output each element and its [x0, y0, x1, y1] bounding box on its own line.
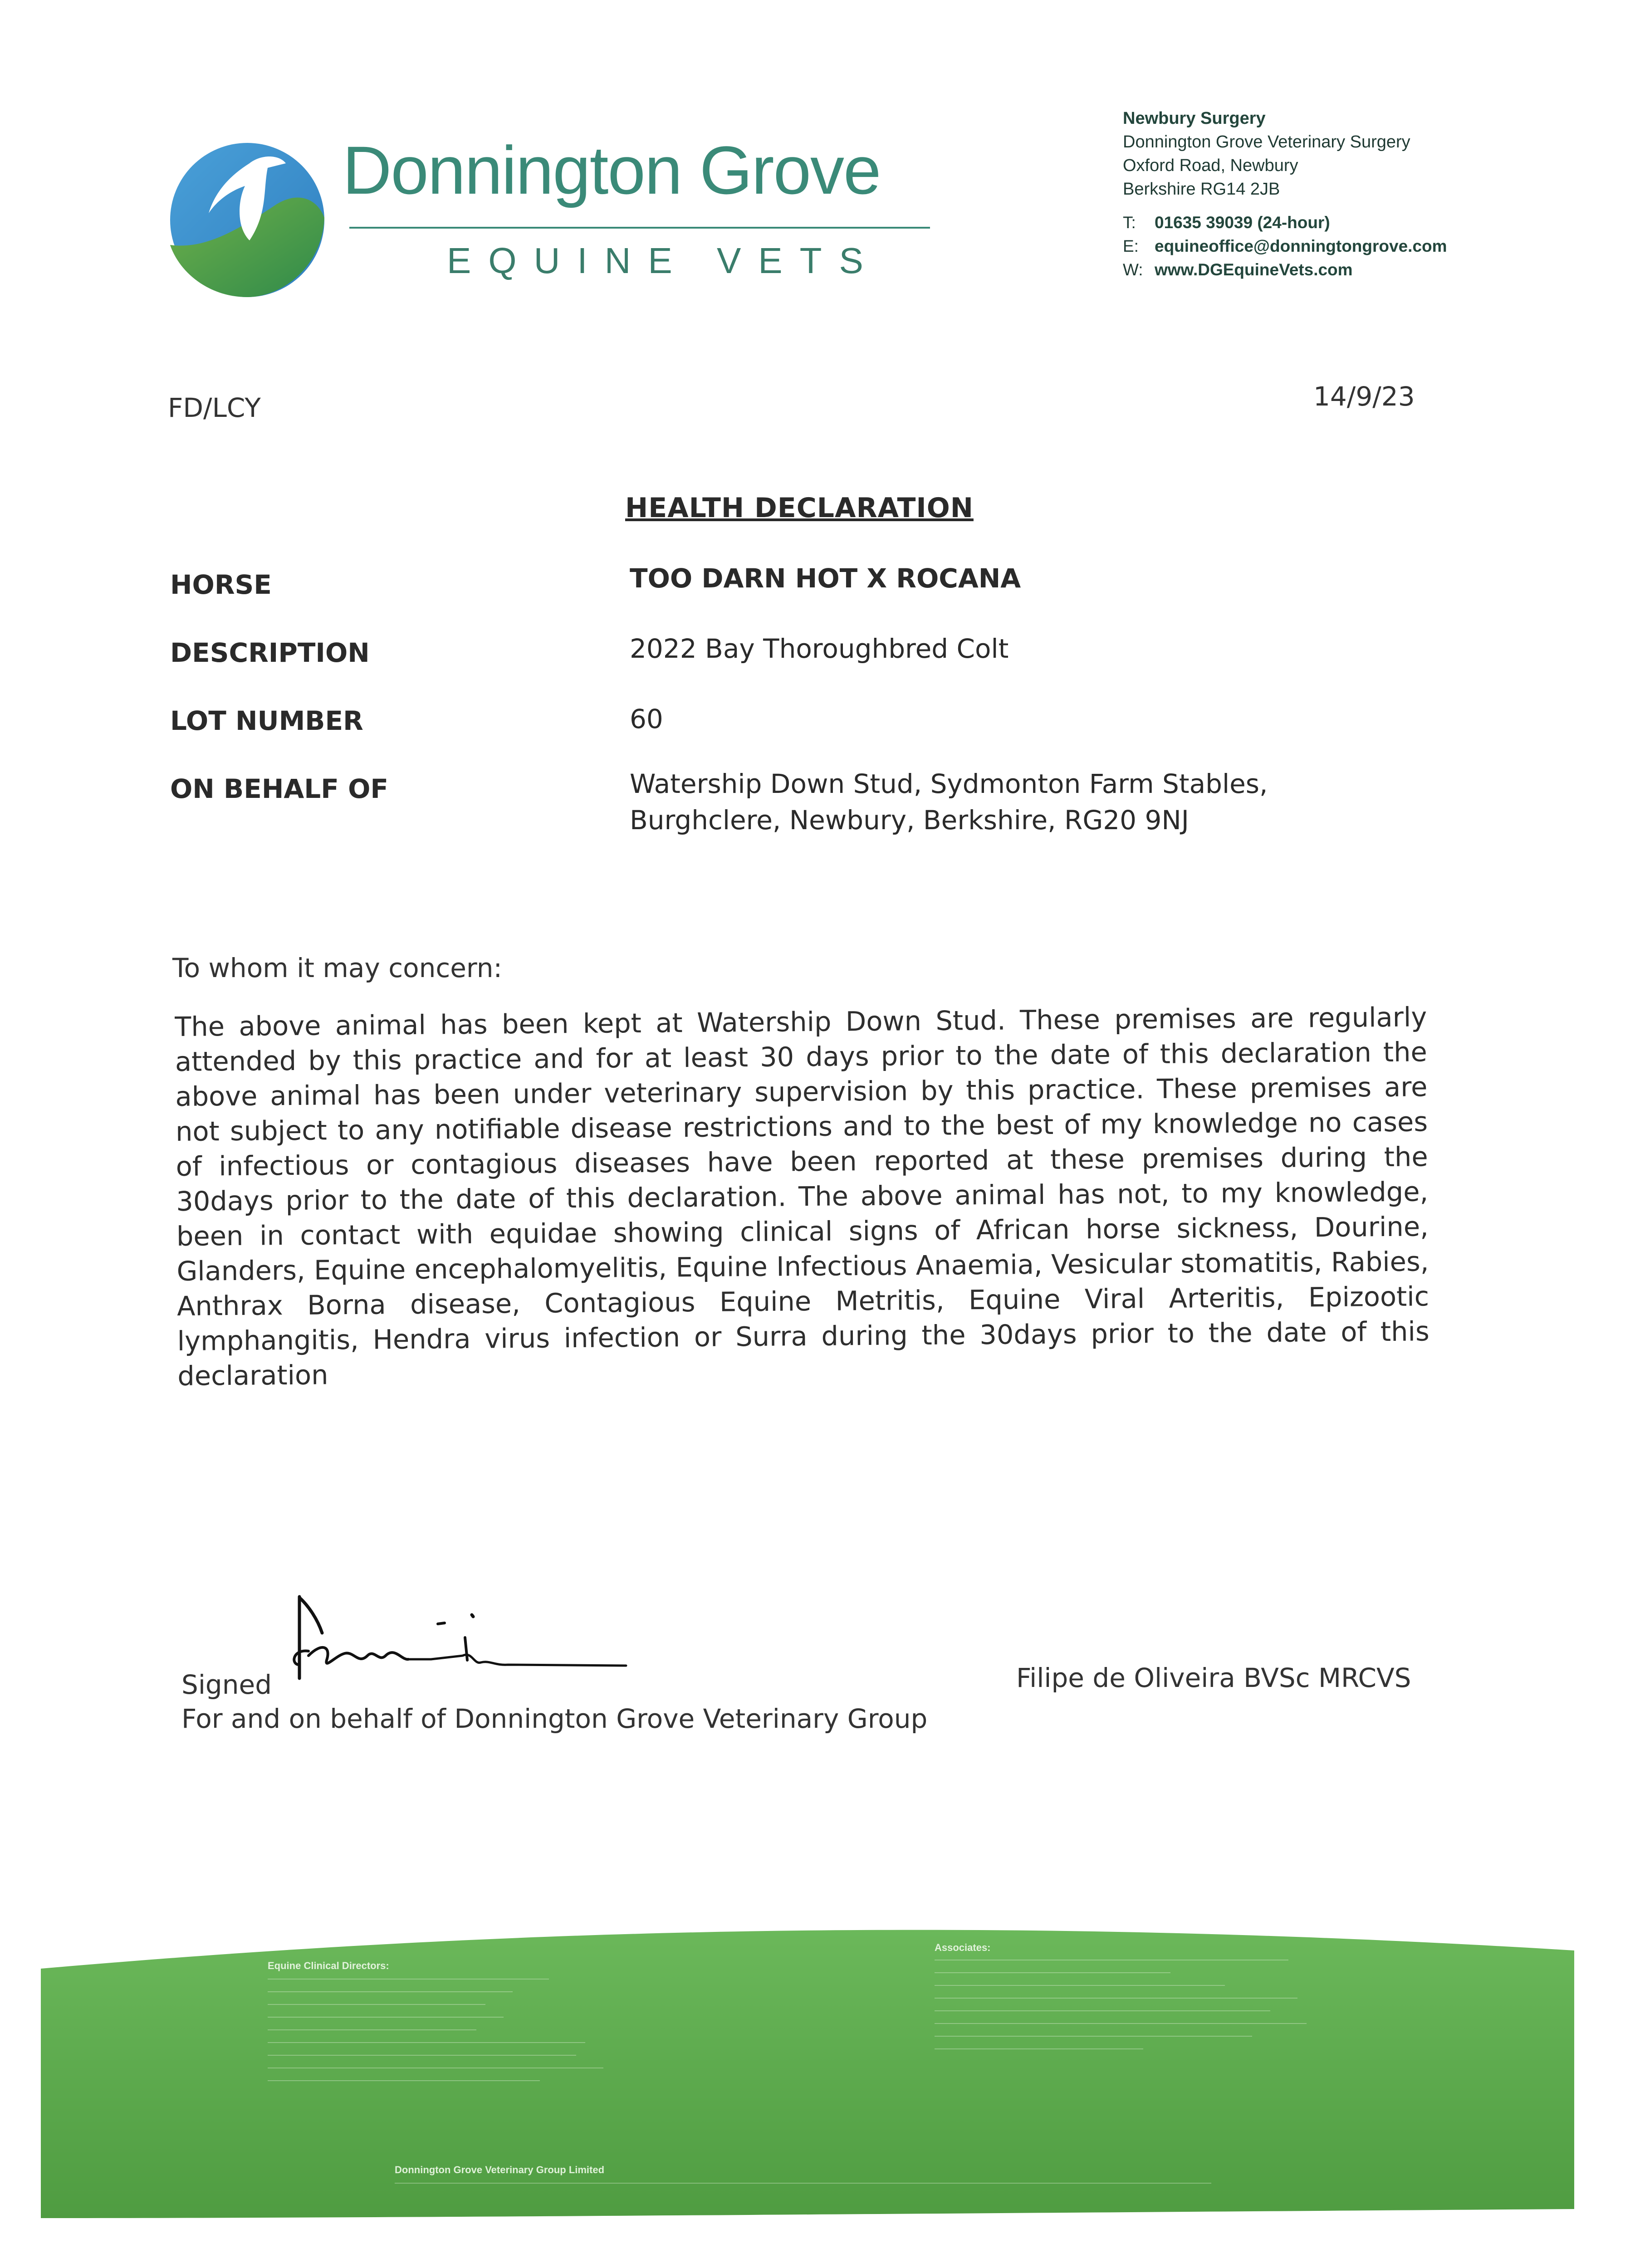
field-value-on-behalf-of-line2: Burghclere, Newbury, Berkshire, RG20 9NJ: [630, 805, 1189, 836]
email-row: [1123, 235, 1447, 258]
document-date: 14/9/23: [1313, 381, 1415, 412]
website-link[interactable]: www.DGEquineVets.com: [1155, 260, 1353, 279]
signatory-name: Filipe de Oliveira BVSc MRCVS: [1016, 1662, 1411, 1693]
footer-associates-list: [935, 1955, 1343, 2091]
field-value-on-behalf-of-line1: Watership Down Stud, Sydmonton Farm Stables,: [630, 768, 1268, 799]
salutation: To whom it may concern:: [172, 953, 503, 983]
handwritten-signature: [281, 1588, 635, 1706]
contact-key: E:: [1123, 237, 1139, 255]
field-label-horse: HORSE: [170, 569, 272, 600]
surgery-name: Newbury Surgery: [1123, 109, 1266, 128]
address-line: Oxford Road, Newbury: [1123, 156, 1298, 175]
practice-address: [1123, 107, 1410, 201]
contact-key: W:: [1123, 260, 1143, 279]
practice-contacts: [1123, 211, 1447, 282]
field-label-on-behalf-of: ON BEHALF OF: [170, 773, 388, 804]
field-label-description: DESCRIPTION: [170, 637, 370, 668]
footer-directors-list: [268, 1974, 612, 2110]
address-line: Berkshire RG14 2JB: [1123, 180, 1280, 199]
brand-name: Donnington Grove: [343, 132, 881, 208]
footer-directors-heading: Equine Clinical Directors:: [268, 1960, 389, 1971]
field-value-description: 2022 Bay Thoroughbred Colt: [630, 633, 1009, 664]
on-behalf-of-statement: For and on behalf of Donnington Grove Veterinary Group: [181, 1703, 928, 1734]
signed-label: Signed: [181, 1669, 272, 1700]
email-link[interactable]: equineoffice@donningtongrove.com: [1155, 237, 1447, 255]
document-title: HEALTH DECLARATION: [625, 492, 974, 524]
brand-divider: [349, 227, 930, 229]
website-row: [1123, 258, 1447, 282]
field-value-horse: TOO DARN HOT X ROCANA: [630, 563, 1021, 594]
phone-number: 01635 39039 (24-hour): [1155, 213, 1330, 232]
footer-registration-line: [395, 2177, 1257, 2195]
reference-code: FD/LCY: [168, 392, 261, 423]
phone-row: [1123, 211, 1447, 235]
field-label-lot-number: LOT NUMBER: [170, 705, 363, 736]
address-line: Donnington Grove Veterinary Surgery: [1123, 132, 1410, 152]
brand-subtitle: EQUINE VETS: [447, 240, 881, 281]
contact-key: T:: [1123, 213, 1136, 232]
footer-band: [0, 1882, 1640, 2268]
donnington-grove-logo: [163, 136, 331, 299]
field-value-lot-number: 60: [630, 704, 663, 734]
declaration-body: The above animal has been kept at Watership Down Stud. These premises are regularly attended by this practice and for at least 30 days prior to the date of this declaration the above animal has been under veterinary supervision by this practice. These premises are not subject to any notifiable disease restrictions and to the best of my knowledge no cases of infectious or contagious diseases have been reported at these premises during the 30days prior to the date of this declaration. The above animal has not, to my knowledge, been in contact with equidae showing clinical signs of African horse sickness, Dourine, Glanders, Equine encephalomyelitis, Equine Infectious Anaemia, Vesicular stomatitis, Rabies, Anthrax Borna disease, Contagious Equine Metritis, Equine Viral Arteritis, Epizootic lymphangitis, Hendra virus infection or Surra during the 30days prior to the date of this declaration: [175, 1001, 1429, 1392]
footer-associates-heading: Associates:: [935, 1942, 991, 1953]
footer-company-line: Donnington Grove Veterinary Group Limited: [395, 2164, 605, 2175]
